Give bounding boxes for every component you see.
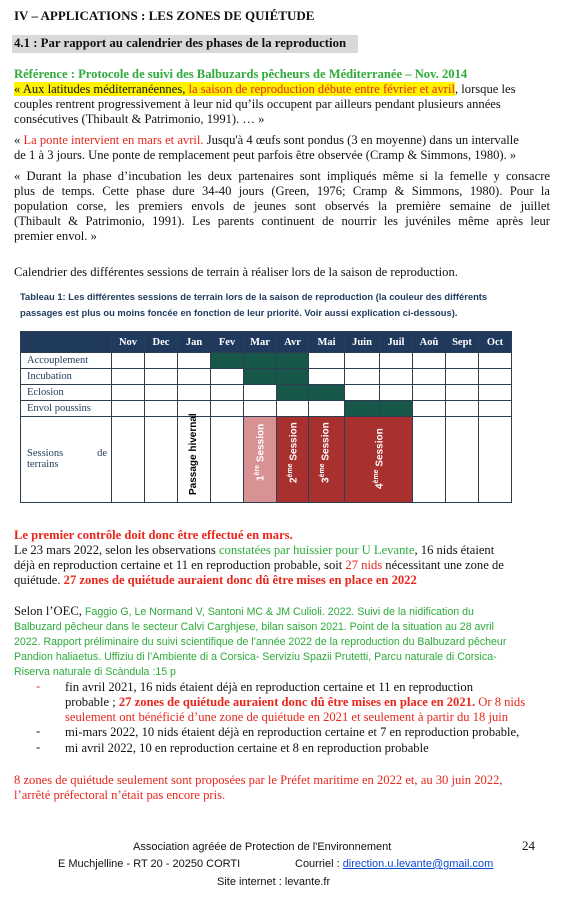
calendar-header-row: [21, 332, 512, 353]
sessions-label: [21, 417, 112, 503]
subsection-title: 4.1 : Par rapport au calendrier des phases de la reproduction: [14, 36, 347, 50]
phase-cell: [244, 369, 277, 385]
q2-rest: Jusqu'à 4 œufs sont pondus (3 en moyenne) dans un intervalle: [203, 133, 519, 147]
bullet-2: mi-mars 2022, 10 nids étaient déjà en reproduction certaine et 7 en reproduction probable,: [65, 725, 520, 739]
table-caption-line-2: passages est plus ou moins foncée en fonction de leur priorité. Voir aussi explication ci-dessous).: [20, 307, 458, 318]
controle-line-1: Le 23 mars 2022, selon les observations constatées par huissier pour U Levante, 16 nids étaient: [14, 543, 495, 557]
reference-quote-3-line-5: premier envol. »: [14, 229, 97, 243]
phase-cell: [277, 353, 309, 369]
calendar-corner: [21, 332, 112, 353]
month-header: Juin: [345, 332, 380, 353]
month-header: Jan: [178, 332, 211, 353]
q1-highlight-red: la saison de reproduction débute entre février et avril: [188, 82, 455, 96]
phase-cell: [277, 385, 309, 401]
zones-2022-statement: 27 zones de quiétude auraient donc dû être mises en place en 2022: [63, 573, 417, 587]
row-accouplement: [21, 353, 512, 369]
section-title: IV – APPLICATIONS : LES ZONES DE QUIÉTUDE: [14, 8, 315, 23]
session-4-cell: [345, 417, 413, 503]
courriel-label: Courriel :: [295, 858, 343, 870]
q1-part-c: , lorsque les: [454, 82, 516, 96]
page-number: 24: [522, 838, 535, 853]
session-1-label: 1ère Session: [254, 423, 267, 481]
reference-quote-3-line-1: « Durant la phase d’incubation les deux partenaires sont impliqués même si la femelle y consacre: [14, 169, 550, 183]
session-4-label: 4ème Session: [373, 428, 386, 489]
q2-red: La ponte intervient en mars et avril.: [23, 133, 204, 147]
passage-hivernal-cell: [178, 413, 211, 503]
or-8-nids: Or 8 nids: [475, 695, 526, 709]
conclusion-line-1: 8 zones de quiétude seulement sont proposées par le Préfet maritime en 2022 et, au 30 juin 2022,: [14, 773, 503, 787]
reference-title: Référence : Protocole de suivi des Balbuzards pêcheurs de Méditerranée – Nov. 2014: [14, 67, 468, 81]
reference-quote-3-line-4: (Thibault & Patrimonio, 1991). Les parents continuent de nourrir les juvéniles même après leur: [14, 214, 550, 228]
oec-citation-start: Faggio G, Le Normand V, Santoni MC & JM Culioli. 2022. Suivi de la nidification du: [85, 606, 474, 618]
reference-quote-1-line-2: couples rentrent progressivement à leur nid qu’ils occupent par ailleurs pendant plusieurs années: [14, 97, 501, 111]
sessions-word: Sessions: [27, 448, 64, 459]
huissier-text: constatées par huissier pour U Levante: [218, 543, 415, 557]
footer-courriel: [295, 858, 493, 870]
bullet-1-line-1: fin avril 2021, 16 nids étaient déjà en reproduction certaine et 11 en reproduction: [65, 680, 473, 694]
month-header: Avr: [277, 332, 309, 353]
nids-count: 27 nids: [345, 558, 383, 572]
phase-cell: [380, 401, 413, 417]
row-eclosion: [21, 385, 512, 401]
oec-line-3: 2022. Rapport préliminaire du suivi scientifique de l’année 2022 de la reproduction du Balbuzard pêcheur: [14, 636, 507, 648]
q1-part-a: « Aux latitudes méditerranéennes,: [14, 82, 189, 96]
phase-cell: [277, 369, 309, 385]
oec-line-1: Selon l’OEC, Faggio G, Le Normand V, Santoni MC & JM Culioli. 2022. Suivi de la nidification du: [14, 604, 474, 618]
oec-line-5: Riserva naturale di Scàndula :15 p: [14, 666, 176, 678]
email-link[interactable]: direction.u.levante@gmail.com: [342, 858, 494, 870]
bullet-dash-1: -: [36, 679, 41, 693]
row-incubation: [21, 369, 512, 385]
bullet-dash-3: -: [36, 740, 41, 754]
reference-quote-1-line-3: consécutives (Thibault & Patrimonio, 1991). … »: [14, 112, 265, 126]
session-2-cell: [277, 417, 309, 503]
session-1-cell: [244, 417, 277, 503]
bullet-dash-2: -: [36, 724, 41, 738]
footer-org: Association agréée de Protection de l'Environnement: [133, 841, 392, 853]
reference-quote-2-line-1: [14, 133, 519, 148]
phase-label: Envol poussins: [21, 401, 112, 417]
month-header: Aoû: [413, 332, 446, 353]
reference-quote-3-line-2: plus de temps. Cette phase dure 34-40 jours (Green, 1976; Cramp & Simmons, 1980). Pour la: [14, 184, 550, 198]
q2-open: «: [14, 133, 24, 147]
month-header: Oct: [479, 332, 512, 353]
bullet-3: mi avril 2022, 10 en reproduction certaine et 8 en reproduction probable: [65, 741, 429, 755]
controle-line-2: déjà en reproduction certaine et 11 en reproduction probable, soit 27 nids nécessitant une zone de: [14, 558, 504, 572]
reference-quote-2-line-2: de 1 à 3 jours. Une ponte de remplacement peut parfois être observée (Cramp & Simmons, 1980). »: [14, 148, 517, 162]
zones-2021-statement: 27 zones de quiétude auraient donc dû être mises en place en 2021.: [118, 695, 476, 709]
bullet-1-line-3: seulement ont bénéficié d’une zone de quiétude en 2021 et seulement à partir du 18 juin: [65, 710, 509, 724]
month-header: Fev: [211, 332, 244, 353]
calendar-table: [20, 331, 512, 503]
phase-cell: [345, 401, 380, 417]
footer-address: E Muchjelline - RT 20 - 20250 CORTI: [58, 858, 241, 870]
calendar-intro: Calendrier des différentes sessions de terrain à réaliser lors de la saison de reproduction.: [14, 265, 458, 279]
session-2-label: 2ème Session: [287, 422, 300, 483]
month-header: Juil: [380, 332, 413, 353]
phase-cell: [244, 353, 277, 369]
month-header: Sept: [446, 332, 479, 353]
conclusion-line-2: l’arrêté préfectoral n’était pas encore pris.: [14, 788, 226, 802]
passage-hivernal-label: Passage hivernal: [188, 413, 199, 495]
footer-site: Site internet : levante.fr: [217, 876, 331, 888]
row-sessions: [21, 417, 512, 503]
reference-quote-3-line-3: population corse, les premiers envols de jeunes sont observés la première semaine de juillet: [14, 199, 550, 213]
controle-line-3: quiétude. 27 zones de quiétude auraient donc dû être mises en place en 2022: [14, 573, 417, 587]
row-envol-poussins: [21, 401, 512, 417]
oec-line-2: Balbuzard pêcheur dans le secteur Calvi Carghjese, bilan saison 2021. Point de la situation au 28 avril: [14, 621, 494, 633]
phase-label: Accouplement: [21, 353, 112, 369]
phase-label: Incubation: [21, 369, 112, 385]
phase-cell: [309, 385, 345, 401]
month-header: Nov: [112, 332, 145, 353]
terrains-word: terrains: [27, 459, 59, 470]
month-header: Mai: [309, 332, 345, 353]
bullet-1-line-2: probable ; 27 zones de quiétude auraient donc dû être mises en place en 2021. Or 8 nids: [65, 695, 526, 709]
session-3-label: 3ème Session: [319, 422, 332, 483]
session-3-cell: [309, 417, 345, 503]
phase-cell: [211, 353, 244, 369]
table-caption-line-1: Tableau 1: Les différentes sessions de terrain lors de la saison de reproduction (la couleur des différents: [20, 291, 488, 302]
phase-label: Eclosion: [21, 385, 112, 401]
controle-title: Le premier contrôle doit donc être effectué en mars.: [14, 528, 293, 542]
month-header: Mar: [244, 332, 277, 353]
month-header: Dec: [145, 332, 178, 353]
sessions-de: de: [97, 448, 107, 459]
oec-line-4: Pandion haliaetus. Uffiziu di l’Ambiente di a Corsica- Serviziu Spazii Prutetti, Parcu naturale di Corsica-: [14, 651, 497, 663]
reference-quote-1-line-1: [14, 82, 516, 97]
